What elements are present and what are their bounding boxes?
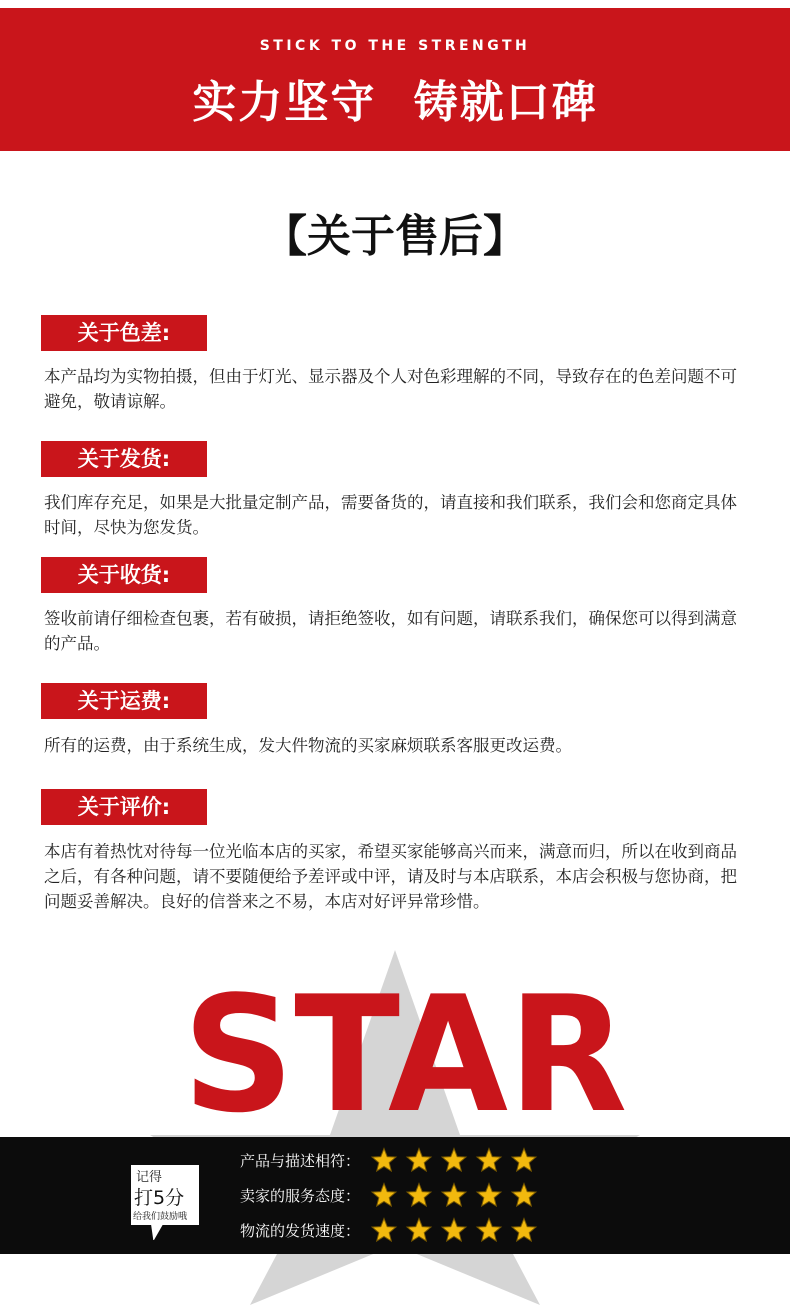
top-banner	[0, 8, 790, 151]
section-header-shipping: 关于发货:	[41, 441, 207, 477]
star-icon	[442, 1219, 466, 1242]
star-logo	[0, 982, 790, 1132]
star-icon	[372, 1219, 396, 1242]
star-rating	[368, 1217, 548, 1243]
star-icon	[442, 1184, 466, 1207]
badge-line-3: 给我们鼓励哦	[133, 1212, 188, 1222]
badge-line-1: 记得	[136, 1170, 163, 1185]
rating-label-delivery: 物流的发货速度：	[240, 1222, 361, 1240]
section-body-reviews: 本店有着热忱对待每一位光临本店的买家，希望买家能够高兴而来，满意而归，所以在收到商品之后，有各种问题，请不要随便给予差评或中评，请及时与本店联系，本店会积极与您协商，把问题妥善解决。良好的信誉来之不易，本店对好评异常珍惜。	[44, 842, 737, 911]
star-icon	[372, 1184, 396, 1207]
star-icon	[512, 1219, 536, 1242]
section-header-freight: 关于运费:	[41, 683, 207, 719]
star-icon	[407, 1149, 431, 1172]
star-icon	[407, 1184, 431, 1207]
badge-line-2: 打5分	[134, 1187, 185, 1209]
section-body-receiving: 签收前请仔细检查包裹，若有破损，请拒绝签收，如有问题，请联系我们，确保您可以得到满意的产品。	[44, 609, 737, 653]
star-rating	[368, 1182, 548, 1208]
star-logo-text: STAR	[182, 982, 628, 1132]
star-icon	[512, 1184, 536, 1207]
banner-slogan: 实力坚守 铸就口碑	[192, 77, 598, 128]
star-icon	[477, 1184, 501, 1207]
banner-tagline: STICK TO THE STRENGTH	[259, 38, 531, 54]
section-header-receiving: 关于收货:	[41, 557, 207, 593]
section-header-reviews: 关于评价:	[41, 789, 207, 825]
section-body-freight: 所有的运费，由于系统生成，发大件物流的买家麻烦联系客服更改运费。	[44, 736, 572, 755]
star-rating	[368, 1147, 548, 1173]
star-icon	[512, 1149, 536, 1172]
star-icon	[407, 1219, 431, 1242]
rating-label-product: 产品与描述相符：	[240, 1152, 361, 1170]
section-header-color-difference: 关于色差:	[41, 315, 207, 351]
star-icon	[477, 1149, 501, 1172]
star-icon	[442, 1149, 466, 1172]
rating-label-service: 卖家的服务态度：	[240, 1187, 361, 1205]
section-body-color-difference: 本产品均为实物拍摄，但由于灯光、显示器及个人对色彩理解的不同，导致存在的色差问题不可避免，敬请谅解。	[44, 367, 737, 411]
section-body-shipping: 我们库存充足，如果是大批量定制产品，需要备货的，请直接和我们联系，我们会和您商定具体时间，尽快为您发货。	[44, 493, 737, 537]
star-icon	[372, 1149, 396, 1172]
star-icon	[477, 1219, 501, 1242]
page-title: 【关于售后】	[263, 211, 527, 262]
